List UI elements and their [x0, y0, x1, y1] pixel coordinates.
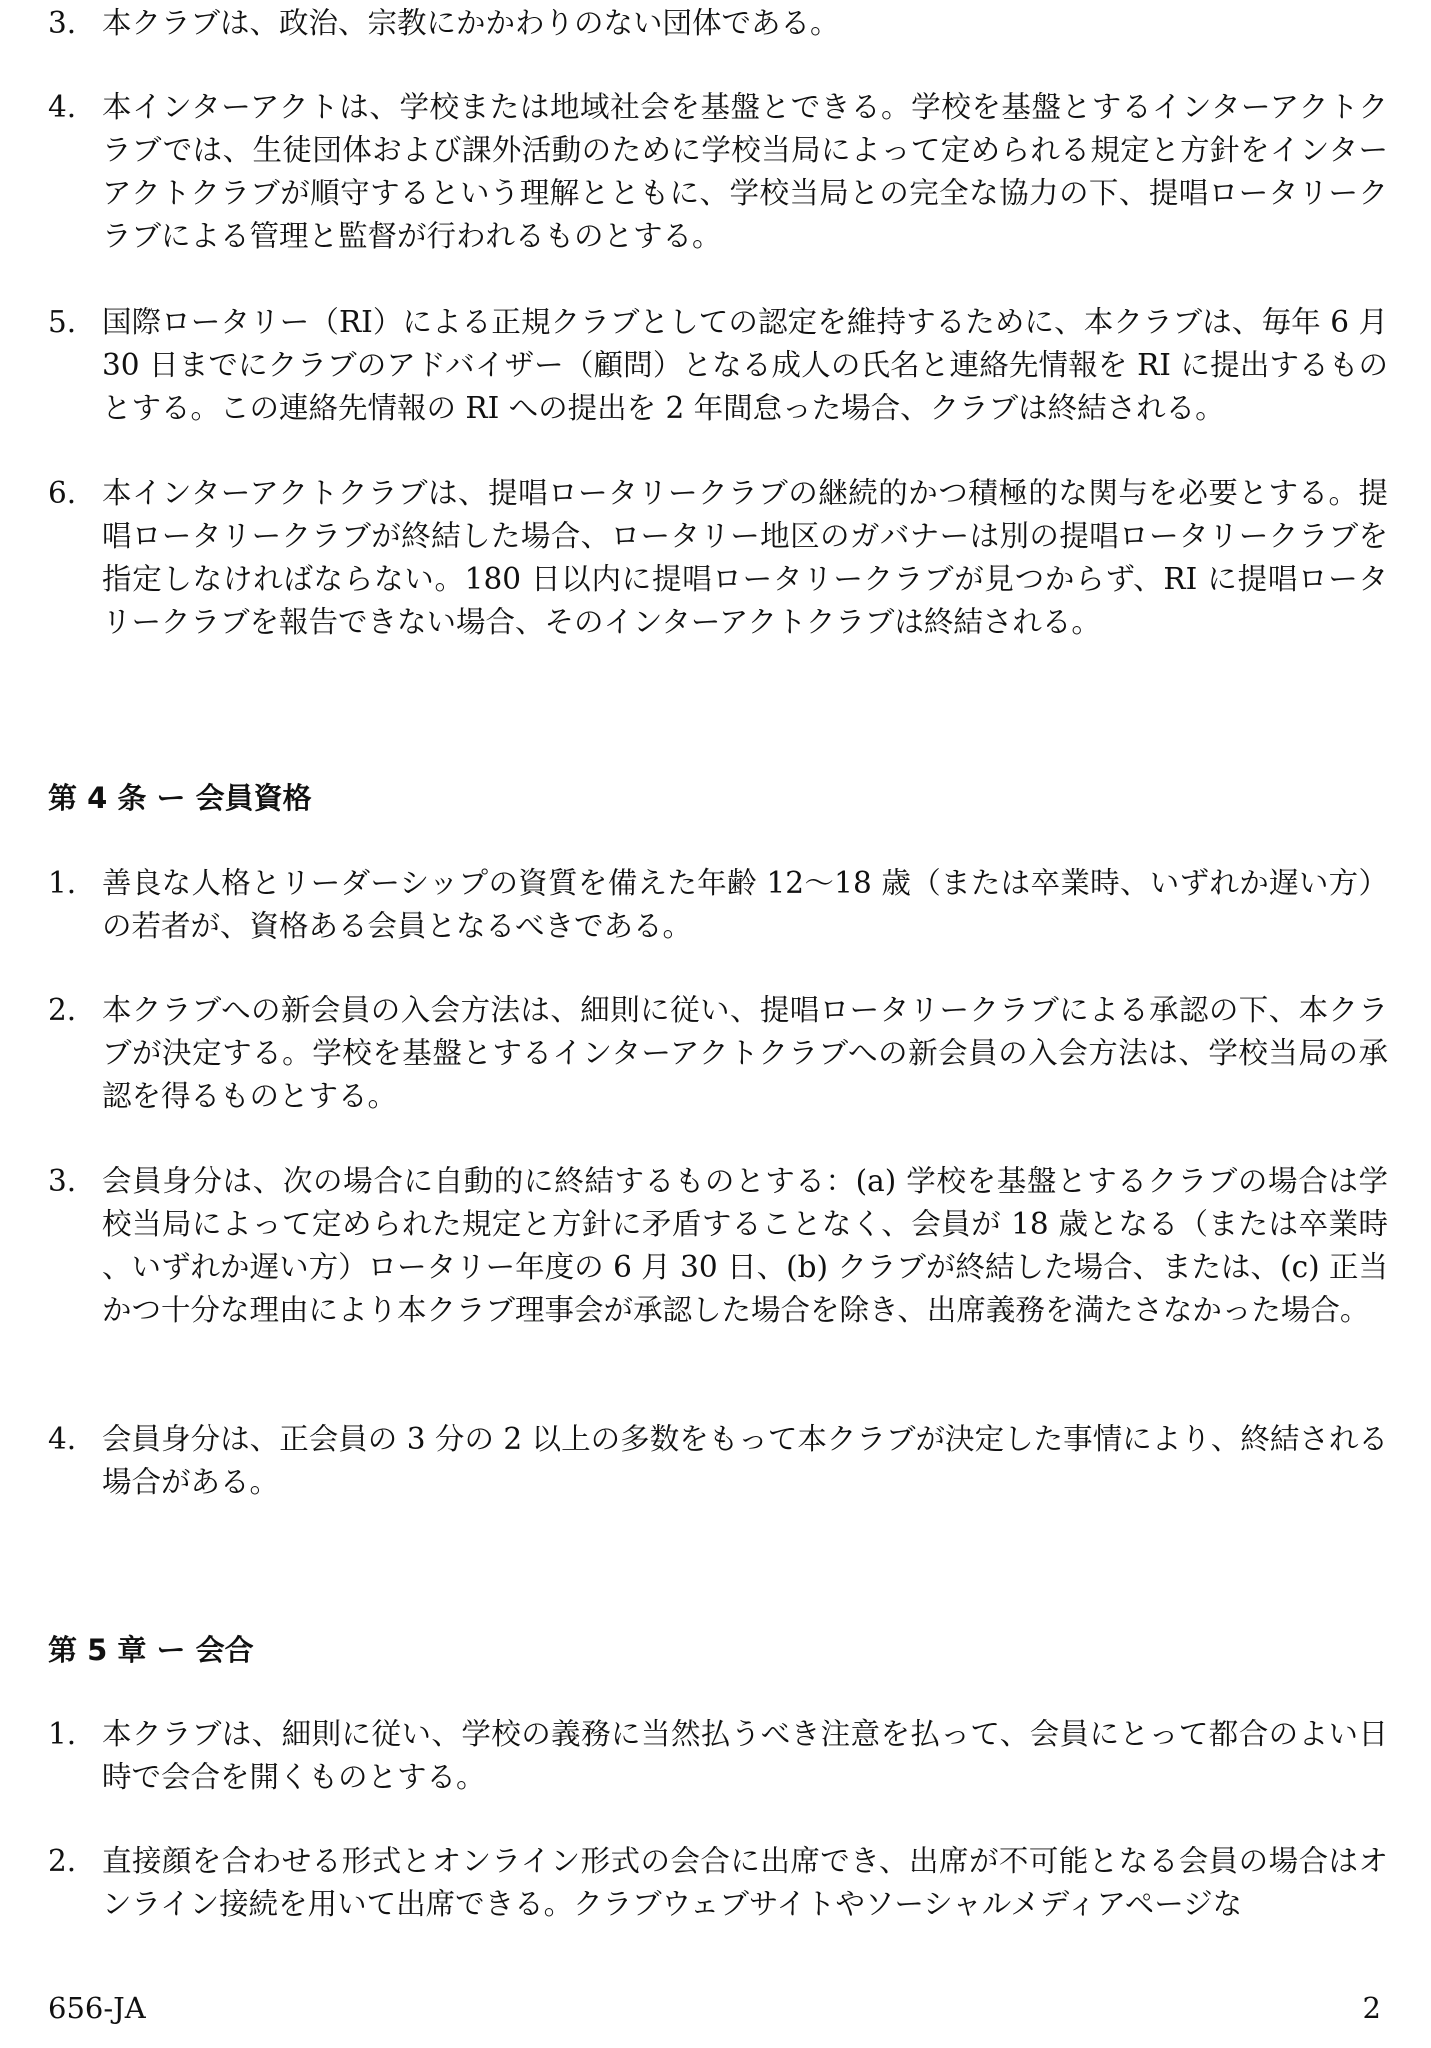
article4-item-1: [48, 862, 1388, 948]
item-number: 4.: [48, 90, 77, 124]
article3-item-3: [48, 2, 1388, 45]
footer-doc-code: 656-JA: [48, 1991, 146, 2025]
chapter5-item-1: [48, 1713, 1388, 1799]
item-text: 会員身分は、正会員の 3 分の 2 以上の多数をもって本クラブが決定した事情により、終結される場合がある。: [102, 1422, 1388, 1499]
item-number: 6.: [48, 476, 77, 510]
item-number: 3.: [48, 1164, 77, 1198]
item-text: 本クラブは、細則に従い、学校の義務に当然払うべき注意を払って、会員にとって都合のよい日時で会合を開くものとする。: [102, 1717, 1388, 1794]
item-text: 本クラブは、政治、宗教にかかわりのない団体である。: [102, 6, 840, 40]
item-text: 本インターアクトクラブは、提唱ロータリークラブの継続的かつ積極的な関与を必要とする。提唱ロータリークラブが終結した場合、ロータリー地区のガバナーは別の提唱ロータリークラブを指定しなければならない。180 日以内に提唱ロータリークラブが見つからず、RI に提唱ロータリークラブを報告できない場合、そのインターアクトクラブは終結される。: [102, 476, 1388, 639]
item-number: 5.: [48, 305, 77, 339]
item-text: 善良な人格とリーダーシップの資質を備えた年齢 12～18 歳（または卒業時、いずれか遅い方）の若者が、資格ある会員となるべきである。: [102, 866, 1388, 943]
article3-item-4: [48, 86, 1388, 258]
item-text: 本クラブへの新会員の入会方法は、細則に従い、提唱ロータリークラブによる承認の下、本クラブが決定する。学校を基盤とするインターアクトクラブへの新会員の入会方法は、学校当局の承認を得るものとする。: [102, 993, 1388, 1113]
footer-page-number: 2: [1362, 1991, 1381, 2025]
item-number: 2.: [48, 993, 77, 1027]
item-text: 本インターアクトは、学校または地域社会を基盤とできる。学校を基盤とするインターアクトクラブでは、生徒団体および課外活動のために学校当局によって定められる規定と方針をインターアクトクラブが順守するという理解とともに、学校当局との完全な協力の下、提唱ロータリークラブによる管理と監督が行われるものとする。: [102, 90, 1388, 253]
article4-heading: 第 4 条 ー 会員資格: [48, 781, 312, 815]
item-text: 国際ロータリー（RI）による正規クラブとしての認定を維持するために、本クラブは、毎年 6 月 30 日までにクラブのアドバイザー（顧問）となる成人の氏名と連絡先情報を RI に提出するものとする。この連絡先情報の RI への提出を 2 年間怠った場合、クラブは終結される。: [102, 305, 1388, 425]
article4-item-3: [48, 1160, 1388, 1332]
article3-item-6: [48, 472, 1388, 644]
item-number: 2.: [48, 1844, 77, 1878]
article4-item-2: [48, 989, 1388, 1118]
item-number: 4.: [48, 1422, 77, 1456]
item-text: 直接顔を合わせる形式とオンライン形式の会合に出席でき、出席が不可能となる会員の場合はオンライン接続を用いて出席できる。クラブウェブサイトやソーシャルメディアページな: [102, 1844, 1388, 1921]
article3-item-5: [48, 301, 1388, 430]
item-number: 1.: [48, 1717, 77, 1751]
item-number: 3.: [48, 6, 77, 40]
chapter5-item-2: [48, 1840, 1388, 1926]
chapter5-heading: 第 5 章 ー 会合: [48, 1633, 254, 1667]
item-number: 1.: [48, 866, 77, 900]
item-text: 会員身分は、次の場合に自動的に終結するものとする：(a) 学校を基盤とするクラブの場合は学校当局によって定められた規定と方針に矛盾することなく、会員が 18 歳となる（または卒業時、いずれか遅い方）ロータリー年度の 6 月 30 日、(b) クラブが終結した場合、または、(c) 正当かつ十分な理由により本クラブ理事会が承認した場合を除き、出席義務を満たさなかった場合。: [102, 1164, 1388, 1327]
article4-item-4: [48, 1418, 1388, 1504]
